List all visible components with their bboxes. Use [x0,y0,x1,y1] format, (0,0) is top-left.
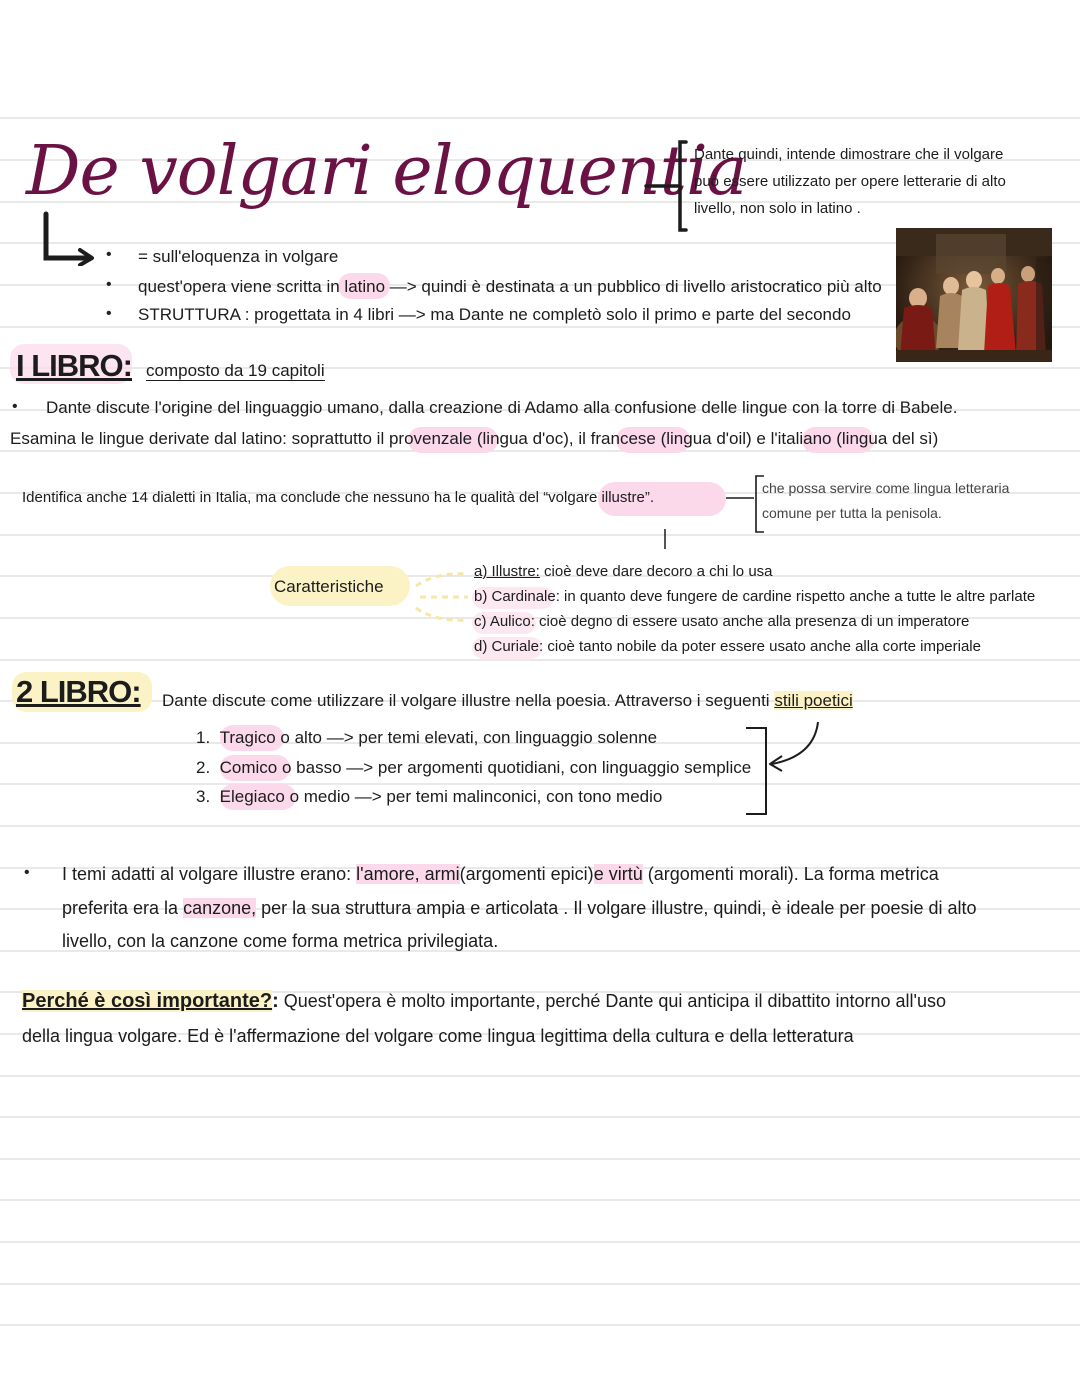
page-title: De volgari eloquentia [26,132,747,211]
importance-line-2: della lingua volgare. Ed è l'affermazione del volgare come lingua legittima della cultura e della letteratura [22,1026,854,1046]
characteristic-item: b) Cardinale: in quanto deve fungere de cardine rispetto anche a tutte le altre parlate [474,588,1036,605]
characteristic-item: a) Illustre: cioè deve dare decoro a chi lo usa [474,563,773,580]
bullet-dot: • [106,246,112,263]
style-item: 2. Comico o basso —> per argomenti quotidiani, con linguaggio semplice [196,758,752,777]
style-item: 3. Elegiaco o medio —> per temi malinconici, con tono medio [196,787,663,806]
book1-note-line-2: comune per tutta la penisola. [762,505,942,521]
painting-image [896,228,1052,362]
bracket-connector [640,138,700,234]
intro-item-3: STRUTTURA : progettata in 4 libri —> ma Dante ne completò solo il primo e parte del secondo [138,305,851,324]
characteristics-label: Caratteristiche [274,577,384,596]
dashed-bracket [412,566,474,628]
bullet-dot: • [106,305,112,322]
style-item: 1. Tragico o alto —> per temi elevati, con linguaggio solenne [196,728,658,747]
book1-note-line-1: che possa servire come lingua letteraria [762,480,1010,496]
bullet-dot: • [24,864,30,881]
importance-line-1: Perché è così importante?: Quest'opera è molto importante, perché Dante qui anticipa il dibattito intorno all'uso [22,990,947,1012]
book2-intro: Dante discute come utilizzare il volgare illustre nella poesia. Attraverso i seguenti stili poetici [162,691,853,710]
side-note-line-3: livello, non solo in latino . [694,200,861,217]
book1-paragraph-3: Identifica anche 14 dialetti in Italia, ma conclude che nessuno ha le qualità del “volgare illustre”. [22,489,655,506]
curved-arrow-icon [740,716,830,822]
side-note-line-1: Dante quindi, intende dimostrare che il volgare [694,146,1004,163]
book1-heading: I LIBRO: [16,348,132,383]
book1-paragraph-1: Dante discute l'origine del linguaggio umano, dalla creazione di Adamo alla confusione delle lingue con la torre di Babele. [46,398,958,417]
themes-line-2: preferita era la canzone, per la sua struttura ampia e articolata . Il volgare illustre, quindi, è ideale per poesie di alto [62,898,977,918]
bullet-dot: • [106,276,112,293]
book1-subtitle: composto da 19 capitoli [146,361,325,380]
book2-heading: 2 LIBRO: [16,674,141,709]
intro-item-1: = sull'eloquenza in volgare [138,247,339,266]
intro-item-2: quest'opera viene scritta in latino —> quindi è destinata a un pubblico di livello aristocratico più alto [138,277,882,296]
arrow-down-right-icon [38,210,100,266]
themes-line-3: livello, con la canzone come forma metrica privilegiata. [62,931,499,951]
book1-paragraph-2: Esamina le lingue derivate dal latino: soprattutto il provenzale (lingua d'oc), il francese (lingua d'oil) e l'italiano (lingua del sì) [10,429,939,448]
themes-line-1: I temi adatti al volgare illustre erano: l'amore, armi(argomenti epici)e virtù (argomenti morali). La forma metrica [62,864,939,884]
side-note-line-2: può essere utilizzato per opere letterarie di alto [694,173,1006,190]
vertical-tick [660,527,670,551]
bullet-dot: • [12,398,18,415]
characteristic-item: c) Aulico: cioè degno di essere usato anche alla presenza di un imperatore [474,613,970,630]
characteristic-item: d) Curiale: cioè tanto nobile da poter essere usato anche alla corte imperiale [474,638,981,655]
